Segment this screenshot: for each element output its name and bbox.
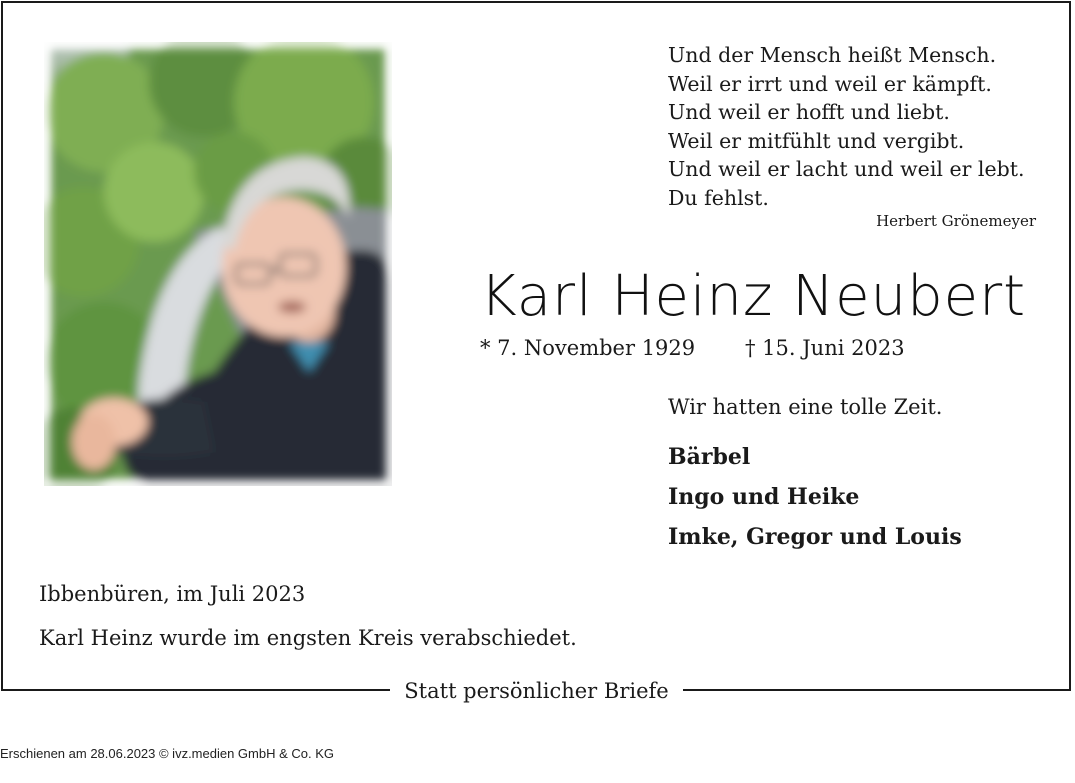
family-member: Imke, Gregor und Louis	[668, 524, 962, 550]
place-date: Ibbenbüren, im Juli 2023	[39, 582, 306, 606]
poem-line: Weil er irrt und weil er kämpft.	[668, 71, 992, 96]
poem-line: Und weil er hofft und liebt.	[668, 100, 950, 124]
footer-label: Statt persönlicher Briefe	[404, 679, 669, 703]
poem-author: Herbert Grönemeyer	[876, 212, 1036, 230]
poem-line: Weil er mitfühlt und vergibt.	[668, 128, 965, 153]
family-member: Bärbel	[668, 444, 751, 470]
birth-date: * 7. November 1929	[480, 336, 696, 360]
farewell-notice: Karl Heinz wurde im engsten Kreis verabschiedet.	[39, 626, 577, 650]
poem-line: Und weil er lacht und weil er lebt.	[668, 157, 1025, 181]
death-date: † 15. Juni 2023	[745, 336, 905, 360]
family-member: Ingo und Heike	[668, 484, 860, 510]
portrait-photo	[44, 42, 392, 486]
poem	[668, 41, 1048, 212]
poem-line: Du fehlst.	[668, 185, 769, 210]
poem-line: Und der Mensch heißt Mensch.	[668, 43, 997, 67]
publication-note: Erschienen am 28.06.2023 © ivz.medien GmbH & Co. KG	[0, 746, 335, 761]
family-list	[668, 437, 962, 557]
deceased-name: Karl Heinz Neubert	[480, 264, 1027, 329]
tagline: Wir hatten eine tolle Zeit.	[668, 395, 943, 419]
